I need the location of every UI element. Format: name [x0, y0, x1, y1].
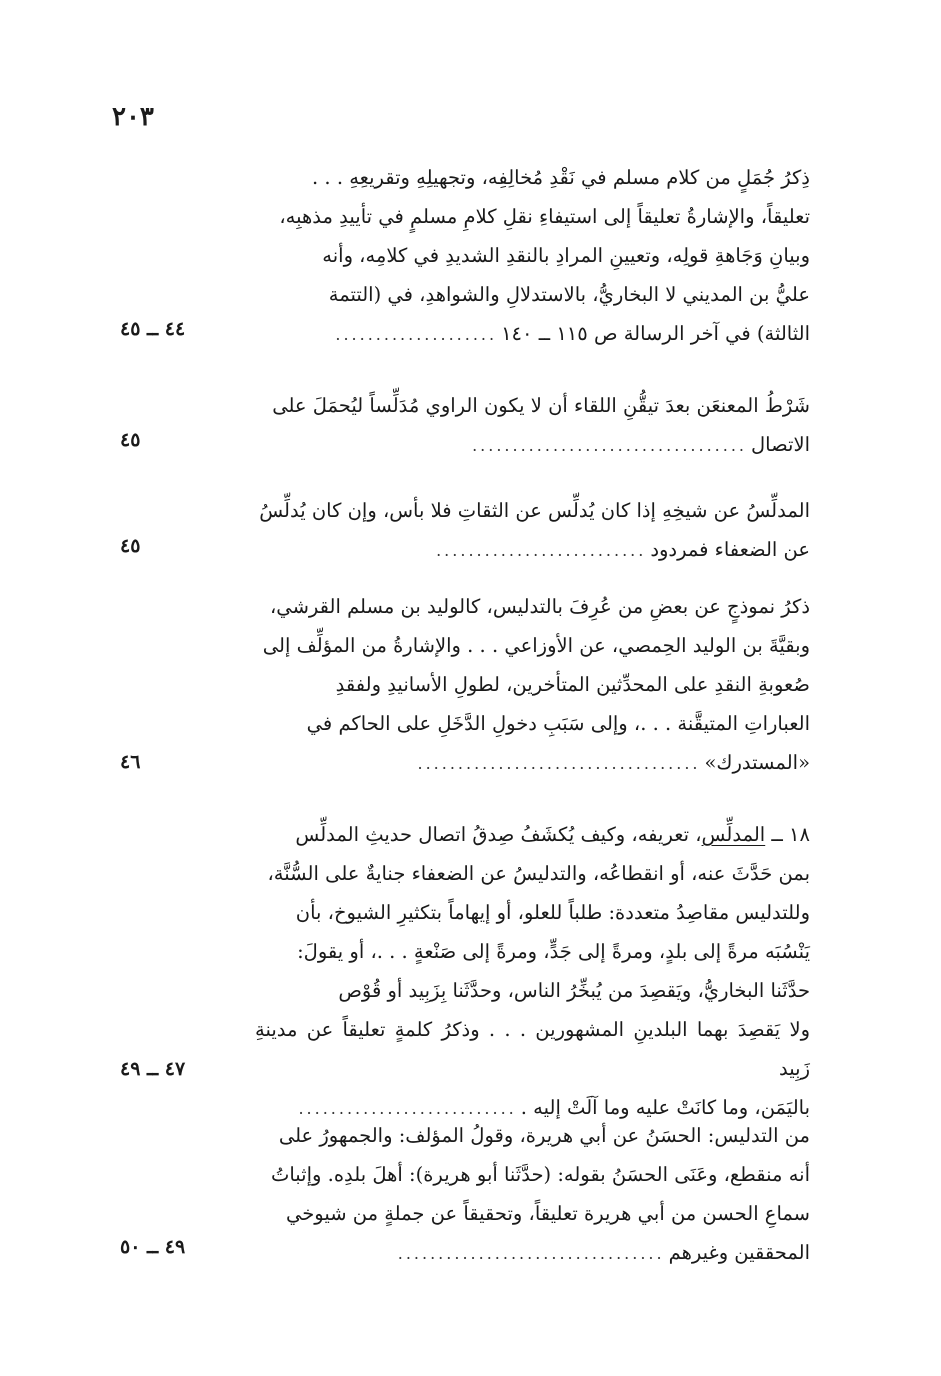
entry-line: سماعِ الحسن من أبي هريرة تعليقاً، وتحقيقاً عن جملةٍ من شيوخي	[285, 1202, 810, 1225]
entry-line: وبيانِ وَجَاهةِ قولِه، وتعيينِ المرادِ بالنقدِ الشديدِ في كلامِه، وأنه	[322, 244, 810, 267]
entry-line: ، تعريفه، وكيف يُكشَفُ صِدقُ اتصال حديثِ المدلِّس	[295, 823, 702, 846]
dot-leader: .................................	[397, 1244, 665, 1263]
entry-line: وبقيَّةَ بن الوليد الحِمصي، عن الأوزاعي . . . والإشارةُ من المؤلِّف إلى	[262, 634, 810, 657]
entry-line: من التدليس: الحسَنُ عن أبي هريرة، وقولُ المؤلف: والجمهورُ على	[278, 1124, 810, 1147]
page-range: ٤٤ ــ ٤٥	[120, 318, 186, 340]
toc-entry	[120, 158, 810, 354]
entry-text	[255, 1116, 810, 1273]
entry-number: ١٨ ــ	[771, 823, 810, 846]
entry-line: حدَّثَنا البخاريُّ، ويَقصِدَ من يُبخِّرُ الناس، وحدَّثَنا بِزَبِيد أو قُوْص	[338, 979, 810, 1002]
entry-line: أنه منقطع، وعَنَى الحسَنُ بقوله: (حدَّثَنا أبو هريرة): أهلَ بلدِه. وإثباتُ	[271, 1163, 810, 1186]
entry-line: المدلِّسُ عن شيخِهِ إذا كان يُدلِّس عن الثقاتِ فلا بأس، وإن كان يُدلِّسُ	[259, 499, 810, 522]
entry-line: وللتدليس مقاصِدُ متعددة: طلباً للعلو، أو إيهاماً بتكثيرِ الشيوخ، بأن	[295, 901, 810, 924]
toc-entry	[120, 386, 810, 465]
entry-line: تعليقاً، والإشارةُ تعليقاً إلى استيفاءِ نقلِ كلامِ مسلمٍ في تأييدِ مذهبِه،	[279, 205, 810, 228]
entry-text	[255, 386, 810, 465]
entry-text	[255, 491, 810, 570]
entry-text	[255, 587, 810, 783]
entry-line: العباراتِ المتيقَّنة . . .، وإلى سَبَبِ دخولِ الدَّخَلِ على الحاكم في	[306, 712, 810, 735]
entry-line: عليُّ بن المديني لا البخاريُّ، بالاستدلالِ والشواهدِ، في (التتمة	[328, 283, 810, 306]
page-range: ٤٧ ــ ٤٩	[120, 1058, 186, 1080]
page-range: ٤٩ ــ ٥٠	[120, 1236, 186, 1258]
toc-entry	[120, 491, 810, 570]
entry-line: ولا يَقصِدَ بهما البلدينِ المشهورين . . . وذكرُ كلمةٍ تعليقاً عن مدينةِ زَبِيد	[255, 1018, 810, 1080]
entry-line: عن الضعفاء فمردود	[650, 538, 810, 561]
dot-leader: ..........................	[436, 541, 647, 560]
page-range: ٤٥	[120, 429, 141, 451]
dot-leader: ...................................	[417, 754, 701, 773]
entry-heading: المدلِّس	[701, 823, 766, 846]
entry-line: شَرْطُ المعنعَن بعدَ تيقُّنِ اللقاء أن لا يكون الراوي مُدَلِّساً ليُحمَلَ على	[272, 394, 810, 417]
page-number: ٢٠٣	[112, 102, 154, 132]
page-range: ٤٦	[120, 751, 141, 773]
entry-line: «المستدرك»	[704, 751, 810, 774]
toc-entry	[120, 1116, 810, 1273]
toc-entry	[120, 815, 810, 1128]
entry-line: ذِكرُ جُمَلٍ من كلام مسلم في نَقْدِ مُخالِفِه، وتجهيلِهِ وتقريعِهِ . . .	[312, 166, 810, 189]
entry-line: يَنْسُبَه مرةً إلى بلدٍ، ومرةً إلى جَدٍّ، ومرةً إلى صَنْعةٍ . . .، أو يقولَ:	[297, 940, 810, 963]
entry-line: المحققين وغيرهم	[668, 1241, 810, 1264]
entry-text	[255, 815, 810, 1128]
dot-leader: ...........................	[298, 1099, 517, 1118]
toc-entry	[120, 587, 810, 783]
entry-line: باليَمَن، وما كانَتْ عليه وما آلَتْ إليه .	[520, 1096, 810, 1119]
entry-line: الاتصال	[751, 433, 810, 456]
entry-line: الثالثة) في آخر الرسالة ص ١١٥ ــ ١٤٠	[501, 322, 810, 345]
entry-text	[255, 158, 810, 354]
dot-leader: ..................................	[472, 436, 747, 455]
dot-leader: ....................	[335, 325, 498, 344]
page-range: ٤٥	[120, 535, 141, 557]
entry-line: بمن حَدَّثَ عنه، أو انقطاعُه، والتدليسُ عن الضعفاء جنايةٌ على السُّنَّة،	[267, 862, 810, 885]
entry-line: ذكرُ نموذجٍ عن بعضِ من عُرِفَ بالتدليس، كالوليد بن مسلم القرشي،	[270, 595, 810, 618]
entry-line: صُعوبةِ النقدِ على المحدِّثين المتأخرين، لطولِ الأسانيدِ ولفقدِ	[335, 673, 810, 696]
